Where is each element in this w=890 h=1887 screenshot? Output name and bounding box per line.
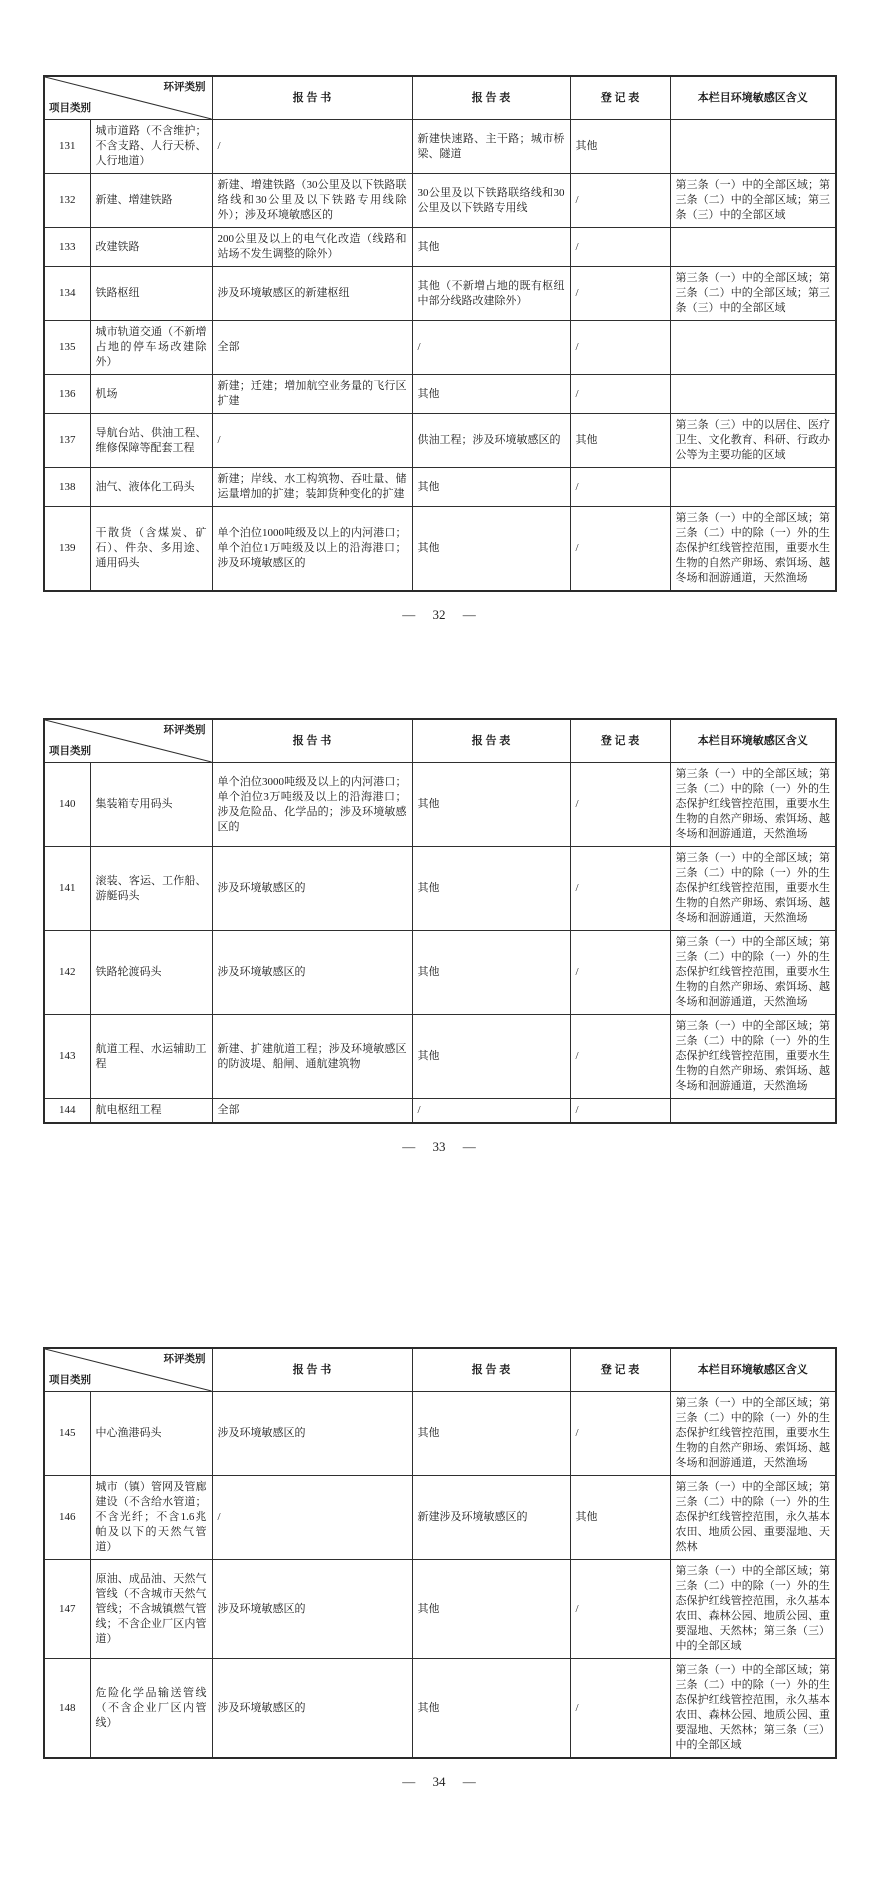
cell-report-form: 新建涉及环境敏感区的 xyxy=(412,1476,570,1560)
table-row xyxy=(44,763,836,847)
cell-sensitive-area-meaning xyxy=(670,228,836,267)
cell-report-book: / xyxy=(212,1476,412,1560)
cell-report-form: 新建快速路、主干路；城市桥梁、隧道 xyxy=(412,120,570,174)
header-row xyxy=(44,76,836,120)
header-project-category: 项目类别 xyxy=(49,1375,91,1386)
cell-project-category: 油气、液体化工码头 xyxy=(90,468,212,507)
cell-report-form: / xyxy=(412,321,570,375)
cell-sensitive-area-meaning xyxy=(670,321,836,375)
cell-report-book: 新建；迁建；增加航空业务量的飞行区扩建 xyxy=(212,375,412,414)
cell-sensitive-area-meaning: 第三条（一）中的全部区域；第三条（二）中的除（一）外的生态保护红线管控范围，重要水生生物的自然产卵场、索饵场、越冬场和洄游通道，天然渔场 xyxy=(670,847,836,931)
table-row xyxy=(44,174,836,228)
cell-row-number: 148 xyxy=(44,1659,90,1759)
cell-report-form: 其他 xyxy=(412,1560,570,1659)
table-row xyxy=(44,228,836,267)
table-row xyxy=(44,468,836,507)
cell-report-form: 30公里及以下铁路联络线和30公里及以下铁路专用线 xyxy=(412,174,570,228)
cell-row-number: 142 xyxy=(44,931,90,1015)
cell-row-number: 138 xyxy=(44,468,90,507)
cell-report-book: 涉及环境敏感区的 xyxy=(212,1659,412,1759)
cell-sensitive-area-meaning xyxy=(670,468,836,507)
cell-report-book: 全部 xyxy=(212,321,412,375)
table-header xyxy=(44,1348,836,1392)
cell-registration-form: / xyxy=(570,1099,670,1124)
cell-report-form: 其他 xyxy=(412,1392,570,1476)
table-row xyxy=(44,931,836,1015)
eia-category-table xyxy=(43,75,837,592)
cell-report-form: 其他 xyxy=(412,763,570,847)
cell-sensitive-area-meaning: 第三条（一）中的全部区域；第三条（二）中的除（一）外的生态保护红线管控范围，重要水生生物的自然产卵场、索饵场、越冬场和洄游通道，天然渔场 xyxy=(670,931,836,1015)
page-number-33: — 33 — xyxy=(402,1139,476,1154)
diagonal-header-cell xyxy=(44,719,212,763)
cell-report-book: / xyxy=(212,414,412,468)
cell-registration-form: / xyxy=(570,468,670,507)
document-page-33 xyxy=(43,718,835,1155)
cell-project-category: 铁路枢纽 xyxy=(90,267,212,321)
cell-registration-form: / xyxy=(570,1015,670,1099)
cell-project-category: 滚装、客运、工作船、游艇码头 xyxy=(90,847,212,931)
cell-row-number: 134 xyxy=(44,267,90,321)
cell-report-form: 其他 xyxy=(412,375,570,414)
cell-row-number: 139 xyxy=(44,507,90,592)
cell-report-book: 单个泊位1000吨级及以上的内河港口；单个泊位1万吨级及以上的沿海港口；涉及环境敏感区的 xyxy=(212,507,412,592)
cell-report-form: 其他 xyxy=(412,847,570,931)
cell-report-form: 其他 xyxy=(412,507,570,592)
cell-report-book: 涉及环境敏感区的新建枢纽 xyxy=(212,267,412,321)
table-row xyxy=(44,847,836,931)
cell-row-number: 147 xyxy=(44,1560,90,1659)
page-number-34: — 34 — xyxy=(402,1774,476,1789)
table-row xyxy=(44,1392,836,1476)
cell-report-book: / xyxy=(212,120,412,174)
cell-row-number: 140 xyxy=(44,763,90,847)
cell-project-category: 危险化学品输送管线（不含企业厂区内管线） xyxy=(90,1659,212,1759)
cell-report-book: 新建；岸线、水工构筑物、吞吐量、储运量增加的扩建；装卸货种变化的扩建 xyxy=(212,468,412,507)
cell-registration-form: 其他 xyxy=(570,414,670,468)
table-row xyxy=(44,375,836,414)
cell-row-number: 137 xyxy=(44,414,90,468)
cell-project-category: 干散货（含煤炭、矿石）、件杂、多用途、通用码头 xyxy=(90,507,212,592)
header-row xyxy=(44,719,836,763)
header-sensitive-area-meaning: 本栏目环境敏感区含义 xyxy=(670,1348,836,1392)
cell-registration-form: / xyxy=(570,228,670,267)
cell-project-category: 铁路轮渡码头 xyxy=(90,931,212,1015)
table-row xyxy=(44,414,836,468)
cell-registration-form: 其他 xyxy=(570,1476,670,1560)
table-row xyxy=(44,507,836,592)
table-row xyxy=(44,1560,836,1659)
header-sensitive-area-meaning: 本栏目环境敏感区含义 xyxy=(670,76,836,120)
cell-report-book: 涉及环境敏感区的 xyxy=(212,1392,412,1476)
header-registration-form: 登 记 表 xyxy=(570,1348,670,1392)
cell-report-book: 单个泊位3000吨级及以上的内河港口；单个泊位3万吨级及以上的沿海港口；涉及危险品、化学品的；涉及环境敏感区的 xyxy=(212,763,412,847)
cell-row-number: 143 xyxy=(44,1015,90,1099)
table-row xyxy=(44,267,836,321)
cell-sensitive-area-meaning: 第三条（一）中的全部区域；第三条（二）中的除（一）外的生态保护红线管控范围，永久基本农田、森林公园、地质公园、重要湿地、天然林；第三条（三）中的全部区域 xyxy=(670,1659,836,1759)
cell-project-category: 原油、成品油、天然气管线（不含城市天然气管线；不含城镇燃气管线；不含企业厂区内管道） xyxy=(90,1560,212,1659)
cell-project-category: 改建铁路 xyxy=(90,228,212,267)
header-sensitive-area-meaning: 本栏目环境敏感区含义 xyxy=(670,719,836,763)
cell-sensitive-area-meaning xyxy=(670,1099,836,1124)
header-eia-category: 环评类别 xyxy=(163,725,206,736)
cell-project-category: 城市道路（不含维护；不含支路、人行天桥、人行地道） xyxy=(90,120,212,174)
cell-sensitive-area-meaning: 第三条（一）中的全部区域；第三条（二）中的除（一）外的生态保护红线管控范围，永久基本农田、地质公园、重要湿地、天然林 xyxy=(670,1476,836,1560)
cell-registration-form: / xyxy=(570,847,670,931)
diagonal-header-cell xyxy=(44,1348,212,1392)
cell-row-number: 145 xyxy=(44,1392,90,1476)
cell-sensitive-area-meaning: 第三条（一）中的全部区域；第三条（二）中的除（一）外的生态保护红线管控范围，重要水生生物的自然产卵场、索饵场、越冬场和洄游通道，天然渔场 xyxy=(670,1392,836,1476)
header-report-book: 报 告 书 xyxy=(212,76,412,120)
cell-project-category: 航电枢纽工程 xyxy=(90,1099,212,1124)
cell-sensitive-area-meaning: 第三条（三）中的以居住、医疗卫生、文化教育、科研、行政办公等为主要功能的区域 xyxy=(670,414,836,468)
header-registration-form: 登 记 表 xyxy=(570,76,670,120)
cell-report-form: 其他 xyxy=(412,228,570,267)
cell-sensitive-area-meaning: 第三条（一）中的全部区域；第三条（二）中的除（一）外的生态保护红线管控范围，重要水生生物的自然产卵场、索饵场、越冬场和洄游通道，天然渔场 xyxy=(670,1015,836,1099)
cell-registration-form: / xyxy=(570,321,670,375)
cell-row-number: 133 xyxy=(44,228,90,267)
cell-report-form: / xyxy=(412,1099,570,1124)
cell-registration-form: / xyxy=(570,931,670,1015)
cell-sensitive-area-meaning: 第三条（一）中的全部区域；第三条（二）中的除（一）外的生态保护红线管控范围，永久基本农田、森林公园、地质公园、重要湿地、天然林；第三条（三）中的全部区域 xyxy=(670,1560,836,1659)
header-project-category: 项目类别 xyxy=(49,746,91,757)
cell-project-category: 新建、增建铁路 xyxy=(90,174,212,228)
document-page-32 xyxy=(43,75,835,623)
cell-project-category: 城市（镇）管网及管廊建设（不含给水管道；不含光纤；不含1.6兆帕及以下的天然气管道） xyxy=(90,1476,212,1560)
header-report-form: 报 告 表 xyxy=(412,719,570,763)
header-report-book: 报 告 书 xyxy=(212,719,412,763)
cell-sensitive-area-meaning: 第三条（一）中的全部区域；第三条（二）中的除（一）外的生态保护红线管控范围，重要水生生物的自然产卵场、索饵场、越冬场和洄游通道，天然渔场 xyxy=(670,763,836,847)
cell-report-book: 涉及环境敏感区的 xyxy=(212,931,412,1015)
cell-registration-form: / xyxy=(570,1560,670,1659)
cell-project-category: 航道工程、水运辅助工程 xyxy=(90,1015,212,1099)
cell-row-number: 135 xyxy=(44,321,90,375)
cell-report-form: 供油工程；涉及环境敏感区的 xyxy=(412,414,570,468)
cell-row-number: 146 xyxy=(44,1476,90,1560)
cell-sensitive-area-meaning: 第三条（一）中的全部区域；第三条（二）中的全部区域；第三条（三）中的全部区域 xyxy=(670,174,836,228)
table-body xyxy=(44,1392,836,1759)
cell-registration-form: / xyxy=(570,1659,670,1759)
header-report-book: 报 告 书 xyxy=(212,1348,412,1392)
cell-report-form: 其他（不新增占地的既有枢纽中部分线路改建除外） xyxy=(412,267,570,321)
cell-registration-form: / xyxy=(570,507,670,592)
cell-project-category: 导航台站、供油工程、维修保障等配套工程 xyxy=(90,414,212,468)
cell-row-number: 131 xyxy=(44,120,90,174)
document-page-34 xyxy=(43,1347,835,1790)
header-report-form: 报 告 表 xyxy=(412,76,570,120)
header-project-category: 项目类别 xyxy=(49,103,91,114)
eia-category-table xyxy=(43,718,837,1124)
cell-sensitive-area-meaning: 第三条（一）中的全部区域；第三条（二）中的全部区域；第三条（三）中的全部区域 xyxy=(670,267,836,321)
table-header xyxy=(44,76,836,120)
page-number-32: — 32 — xyxy=(402,607,476,622)
cell-registration-form: / xyxy=(570,375,670,414)
header-row xyxy=(44,1348,836,1392)
cell-report-book: 全部 xyxy=(212,1099,412,1124)
table-row xyxy=(44,120,836,174)
cell-project-category: 集装箱专用码头 xyxy=(90,763,212,847)
cell-report-book: 新建、增建铁路（30公里及以下铁路联络线和30公里及以下铁路专用线除外）；涉及环境敏感区的 xyxy=(212,174,412,228)
cell-sensitive-area-meaning xyxy=(670,120,836,174)
cell-registration-form: / xyxy=(570,1392,670,1476)
cell-registration-form: / xyxy=(570,267,670,321)
cell-sensitive-area-meaning xyxy=(670,375,836,414)
diagonal-header-cell xyxy=(44,76,212,120)
cell-report-form: 其他 xyxy=(412,1659,570,1759)
header-registration-form: 登 记 表 xyxy=(570,719,670,763)
table-body xyxy=(44,763,836,1124)
cell-project-category: 机场 xyxy=(90,375,212,414)
cell-sensitive-area-meaning: 第三条（一）中的全部区域；第三条（二）中的除（一）外的生态保护红线管控范围，重要水生生物的自然产卵场、索饵场、越冬场和洄游通道，天然渔场 xyxy=(670,507,836,592)
table-row xyxy=(44,1099,836,1124)
cell-registration-form: / xyxy=(570,763,670,847)
table-row xyxy=(44,321,836,375)
cell-registration-form: 其他 xyxy=(570,120,670,174)
cell-report-form: 其他 xyxy=(412,1015,570,1099)
cell-project-category: 中心渔港码头 xyxy=(90,1392,212,1476)
cell-report-form: 其他 xyxy=(412,931,570,1015)
table-row xyxy=(44,1659,836,1759)
table-header xyxy=(44,719,836,763)
cell-report-book: 200公里及以上的电气化改造（线路和站场不发生调整的除外） xyxy=(212,228,412,267)
eia-category-table xyxy=(43,1347,837,1759)
cell-row-number: 136 xyxy=(44,375,90,414)
cell-row-number: 144 xyxy=(44,1099,90,1124)
cell-registration-form: / xyxy=(570,174,670,228)
header-report-form: 报 告 表 xyxy=(412,1348,570,1392)
table-row xyxy=(44,1015,836,1099)
cell-project-category: 城市轨道交通（不新增占地的停车场改建除外） xyxy=(90,321,212,375)
table-body xyxy=(44,120,836,592)
cell-report-book: 新建、扩建航道工程；涉及环境敏感区的防波堤、船闸、通航建筑物 xyxy=(212,1015,412,1099)
header-eia-category: 环评类别 xyxy=(163,82,206,93)
cell-row-number: 141 xyxy=(44,847,90,931)
header-eia-category: 环评类别 xyxy=(163,1354,206,1365)
cell-report-book: 涉及环境敏感区的 xyxy=(212,847,412,931)
cell-report-form: 其他 xyxy=(412,468,570,507)
table-row xyxy=(44,1476,836,1560)
cell-report-book: 涉及环境敏感区的 xyxy=(212,1560,412,1659)
cell-row-number: 132 xyxy=(44,174,90,228)
